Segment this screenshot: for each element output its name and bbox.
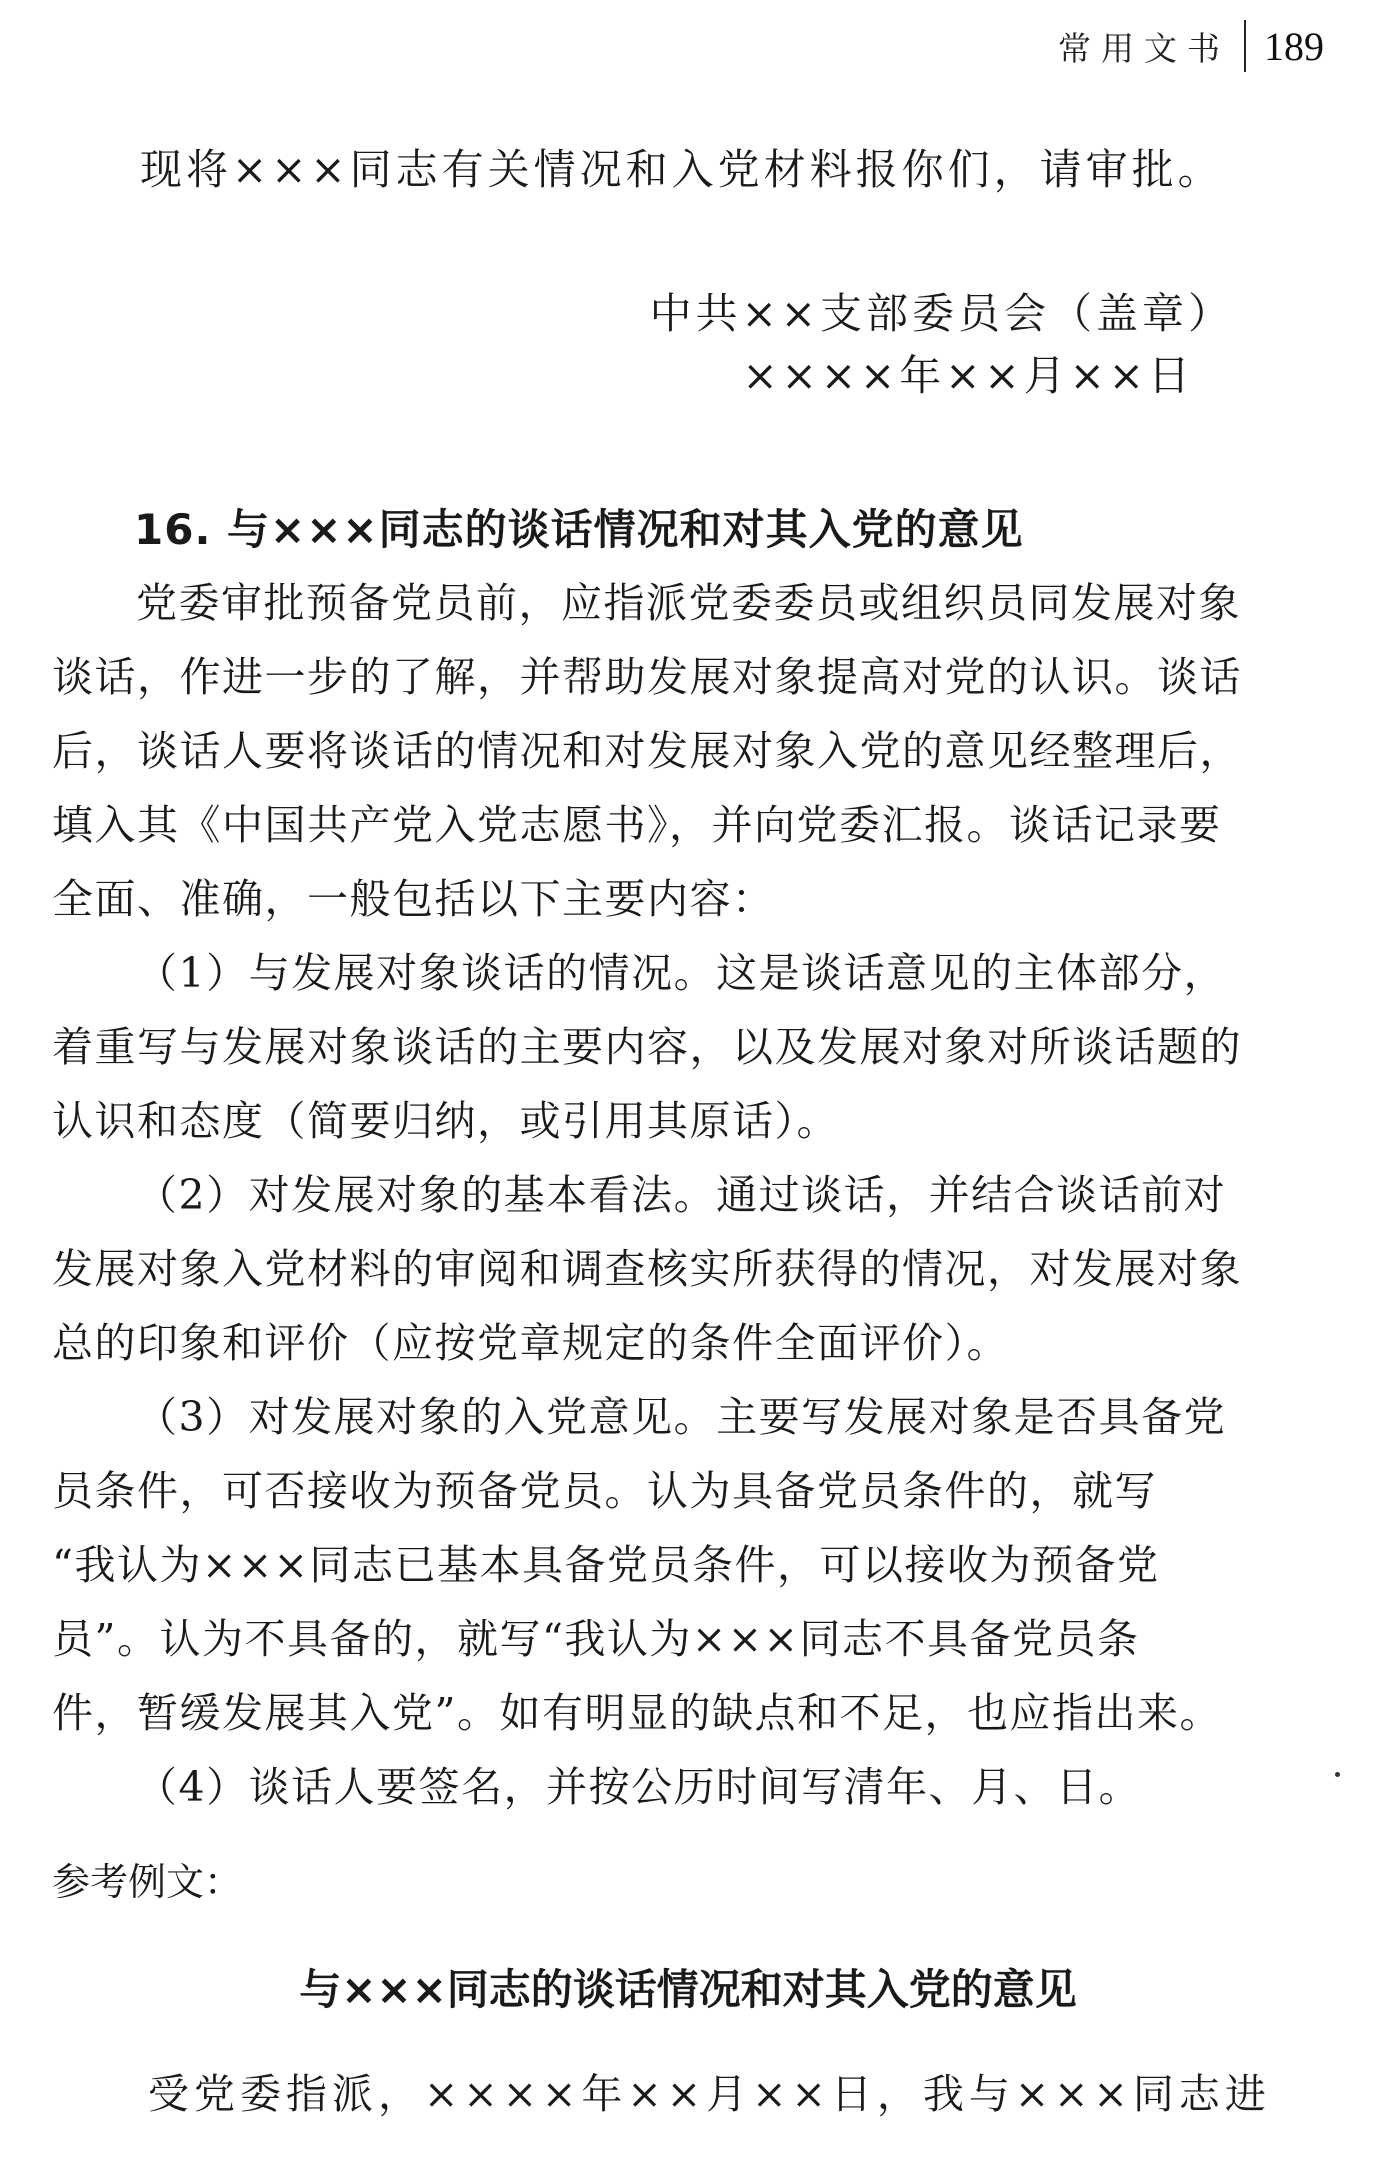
paragraph-line: （4）谈话人要签名，并按公历时间写清年、月、日。	[136, 1763, 1142, 1811]
paragraph-line: 党委审批预备党员前，应指派党委委员或组织员同发展对象	[136, 579, 1241, 627]
paragraph-item-4	[52, 1750, 1332, 1824]
paragraph-line: 总的印象和评价（应按党章规定的条件全面评价）。	[52, 1319, 1009, 1367]
paragraph-line: 发展对象入党材料的审阅和调查核实所获得的情况，对发展对象	[52, 1245, 1242, 1293]
paragraph-line: 着重写与发展对象谈话的主要内容，以及发展对象对所谈话题的	[52, 1023, 1242, 1071]
paragraph-line: 全面、准确，一般包括以下主要内容：	[52, 875, 775, 923]
paragraph-line: 件，暂缓发展其入党”。如有明显的缺点和不足，也应指出来。	[52, 1689, 1222, 1737]
paragraph-line: 谈话，作进一步的了解，并帮助发展对象提高对党的认识。谈话	[52, 653, 1242, 701]
paragraph-item-1	[52, 936, 1332, 1158]
paragraph-item-3	[52, 1380, 1332, 1750]
paragraph-item-2	[52, 1158, 1332, 1380]
running-header	[1058, 18, 1324, 74]
paragraph-line: 后，谈话人要将谈话的情况和对发展对象入党的意见经整理后，	[52, 727, 1242, 775]
print-speck	[1335, 1772, 1340, 1777]
paragraph-line: 认识和态度（简要归纳，或引用其原话）。	[52, 1097, 839, 1145]
example-title: 与×××同志的谈话情况和对其入党的意见	[299, 1965, 1077, 2014]
paragraph-line: （2）对发展对象的基本看法。通过谈话，并结合谈话前对	[136, 1171, 1227, 1219]
paragraph-line: （1）与发展对象谈话的情况。这是谈话意见的主体部分，	[136, 949, 1227, 997]
signature-org: 中共××支部委员会（盖章）	[649, 289, 1234, 338]
paragraph-line: 填入其《中国共产党入党志愿书》，并向党委汇报。谈话记录要	[52, 801, 1222, 849]
paragraph-line: 员条件，可否接收为预备党员。认为具备党员条件的，就写	[52, 1467, 1157, 1515]
paragraph-line: （3）对发展对象的入党意见。主要写发展对象是否具备党	[136, 1393, 1227, 1441]
intro-line: 现将×××同志有关情况和入党材料报你们，请审批。	[140, 145, 1224, 194]
paragraph-line: 员”。认为不具备的，就写“我认为×××同志不具备党员条	[52, 1615, 1140, 1663]
section-heading: 16. 与×××同志的谈话情况和对其入党的意见	[134, 505, 1024, 554]
paragraph-intro	[52, 566, 1332, 936]
signature-date: ××××年××月××日	[742, 351, 1194, 400]
header-divider	[1244, 20, 1246, 72]
reference-label: 参考例文：	[52, 1860, 243, 1904]
header-section-title: 常用文书	[1058, 28, 1230, 68]
example-first-line: 受党委指派，××××年××月××日，我与×××同志进	[148, 2070, 1271, 2118]
page-number: 189	[1264, 23, 1324, 69]
paragraph-line: “我认为×××同志已基本具备党员条件，可以接收为预备党	[52, 1541, 1160, 1589]
